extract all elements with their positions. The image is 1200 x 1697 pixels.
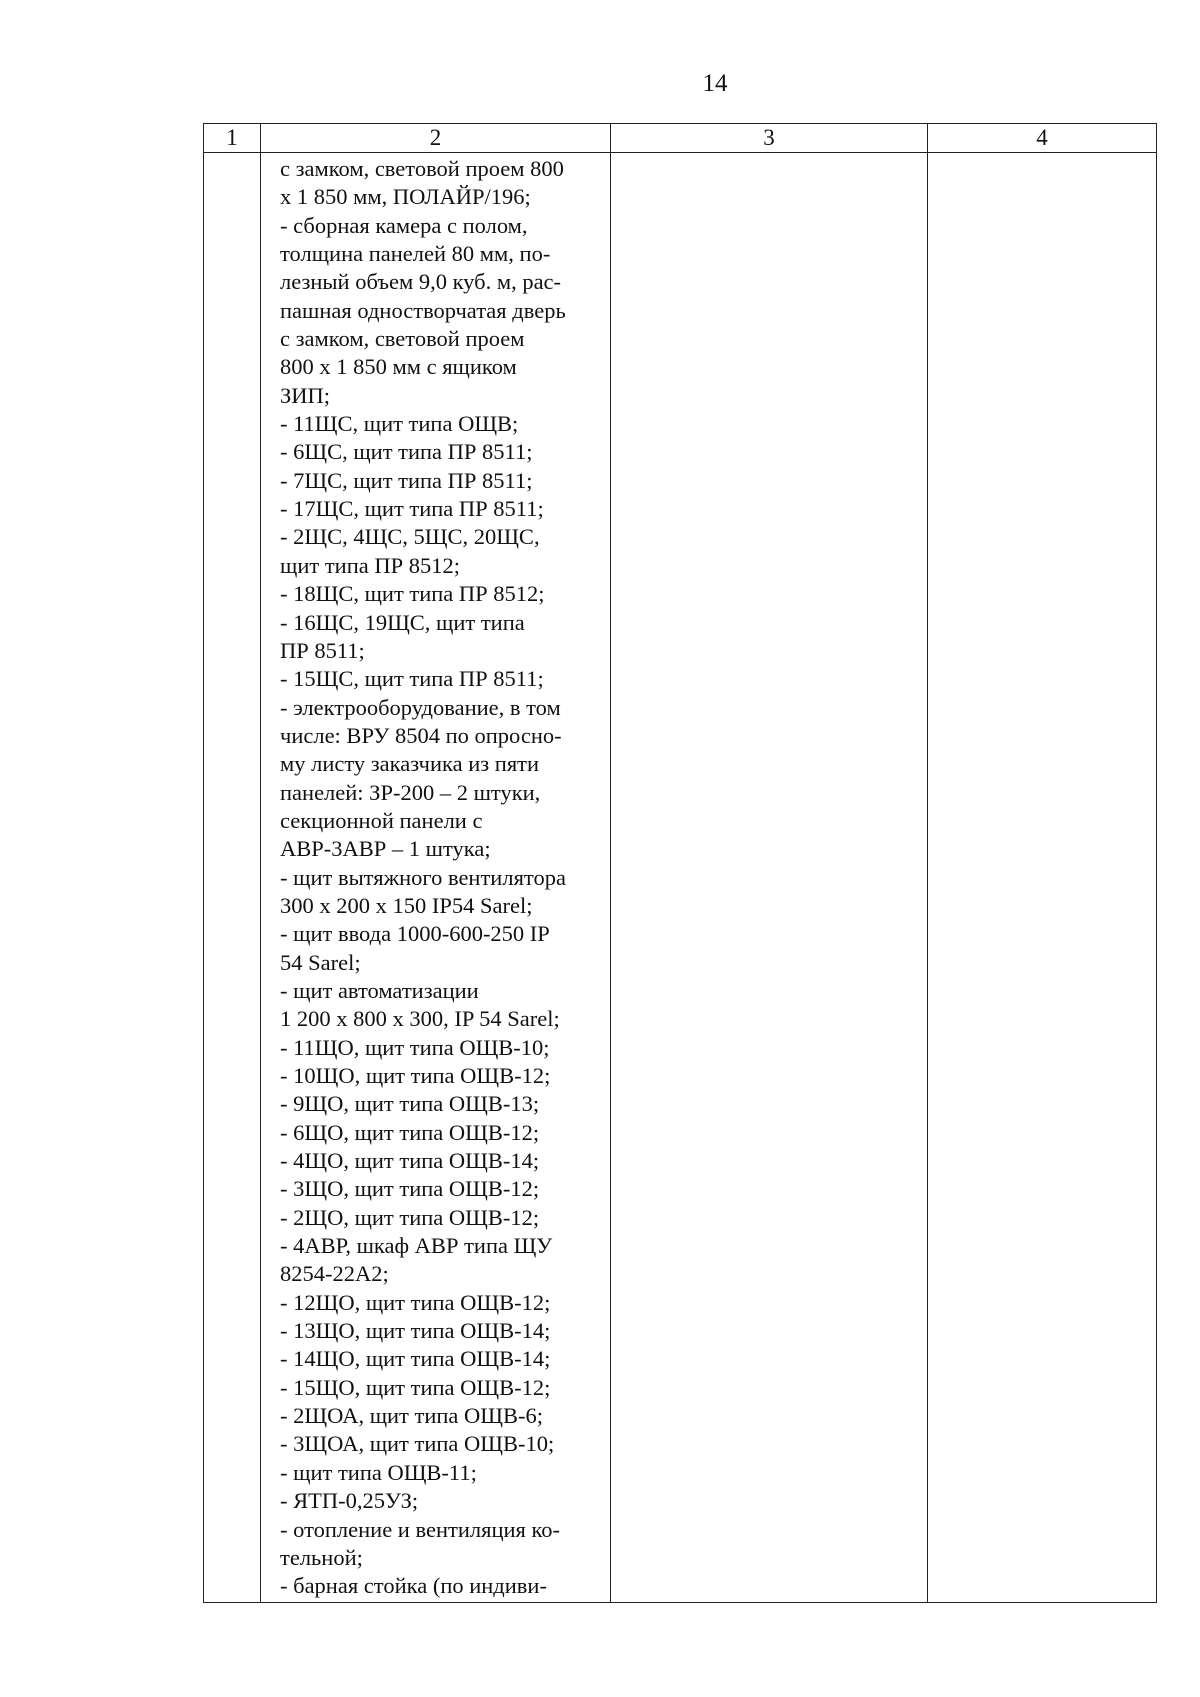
equipment-line: 54 Sarel; (280, 949, 361, 975)
equipment-line: - 4АВР, шкаф АВР типа ЩУ (280, 1233, 553, 1259)
equipment-line: числе: ВРУ 8504 по опросно- (280, 722, 562, 748)
equipment-line: - 15ЩО, щит типа ОЩВ-12; (280, 1374, 551, 1400)
table-header-row (204, 124, 1157, 153)
equipment-line: - 18ЩС, щит типа ПР 8512; (280, 581, 545, 607)
equipment-line: - 2ЩС, 4ЩС, 5ЩС, 20ЩС, (280, 524, 540, 550)
equipment-line: 8254-22А2; (280, 1261, 389, 1287)
equipment-line: - 14ЩО, щит типа ОЩВ-14; (280, 1346, 551, 1372)
equipment-line: - отопление и вентиляция ко- (280, 1516, 561, 1542)
equipment-line: щит типа ПР 8512; (280, 552, 460, 578)
equipment-line: - 13ЩО, щит типа ОЩВ-14; (280, 1318, 551, 1344)
equipment-line: лезный объем 9,0 куб. м, рас- (280, 269, 562, 295)
cell-col-2 (261, 153, 611, 1603)
equipment-line: х 1 850 мм, ПОЛАЙР/196; (280, 184, 531, 210)
cell-col-1 (204, 153, 261, 1603)
equipment-line: толщина панелей 80 мм, по- (280, 241, 551, 267)
equipment-line: - 6ЩО, щит типа ОЩВ-12; (280, 1119, 540, 1145)
equipment-line: - 4ЩО, щит типа ОЩВ-14; (280, 1148, 540, 1174)
equipment-line: 800 х 1 850 мм с ящиком (280, 354, 517, 380)
cell-col-4 (928, 153, 1157, 1603)
equipment-line: 300 х 200 х 150 IP54 Sarel; (280, 892, 533, 918)
equipment-line: - 2ЩО, щит типа ОЩВ-12; (280, 1204, 540, 1230)
equipment-line: панелей: ЗР-200 – 2 штуки, (280, 779, 541, 805)
equipment-line: - 6ЩС, щит типа ПР 8511; (280, 439, 533, 465)
equipment-line: - 2ЩОА, щит типа ОЩВ-6; (280, 1403, 543, 1429)
column-header-2: 2 (261, 124, 611, 153)
equipment-line: - 15ЩС, щит типа ПР 8511; (280, 666, 544, 692)
equipment-table (203, 123, 1157, 1603)
equipment-line: - ЯТП-0,25УЗ; (280, 1488, 419, 1514)
equipment-line: тельной; (280, 1544, 363, 1570)
equipment-line: - щит ввода 1000-600-250 IP (280, 921, 550, 947)
equipment-line: - электрооборудование, в том (280, 694, 561, 720)
equipment-line: ПР 8511; (280, 637, 365, 663)
column-header-1: 1 (204, 124, 261, 153)
column-header-4: 4 (928, 124, 1157, 153)
equipment-line: - 12ЩО, щит типа ОЩВ-12; (280, 1289, 551, 1315)
equipment-line: секционной панели с (280, 807, 483, 833)
page-number: 14 (702, 70, 728, 97)
equipment-line: пашная одностворчатая дверь (280, 297, 566, 323)
equipment-line: - щит типа ОЩВ-11; (280, 1459, 477, 1485)
table-row (204, 153, 1157, 1603)
equipment-line: - сборная камера с полом, (280, 212, 528, 238)
equipment-line: 1 200 х 800 х 300, IP 54 Sarel; (280, 1006, 560, 1032)
equipment-line: - 9ЩО, щит типа ОЩВ-13; (280, 1091, 540, 1117)
equipment-line: - 7ЩС, щит типа ПР 8511; (280, 467, 533, 493)
equipment-line: с замком, световой проем 800 (280, 156, 564, 181)
equipment-line: АВР-3АВР – 1 штука; (280, 836, 491, 862)
equipment-line: - щит вытяжного вентилятора (280, 864, 566, 890)
equipment-line: - 17ЩС, щит типа ПР 8511; (280, 496, 544, 522)
cell-col-3 (611, 153, 928, 1603)
equipment-line: му листу заказчика из пяти (280, 751, 540, 777)
equipment-line: - 16ЩС, 19ЩС, щит типа (280, 609, 525, 635)
column-header-3: 3 (611, 124, 928, 153)
equipment-line: - 3ЩО, щит типа ОЩВ-12; (280, 1176, 540, 1202)
equipment-line: с замком, световой проем (280, 326, 525, 352)
equipment-list (261, 153, 610, 1601)
equipment-line: - 11ЩС, щит типа ОЩВ; (280, 411, 519, 437)
equipment-line: - барная стойка (по индиви- (280, 1573, 547, 1599)
equipment-line: - 10ЩО, щит типа ОЩВ-12; (280, 1063, 551, 1088)
equipment-line: - 3ЩОА, щит типа ОЩВ-10; (280, 1431, 555, 1457)
equipment-line: - 11ЩО, щит типа ОЩВ-10; (280, 1034, 550, 1060)
equipment-line: ЗИП; (280, 382, 331, 408)
equipment-line: - щит автоматизации (280, 977, 479, 1003)
